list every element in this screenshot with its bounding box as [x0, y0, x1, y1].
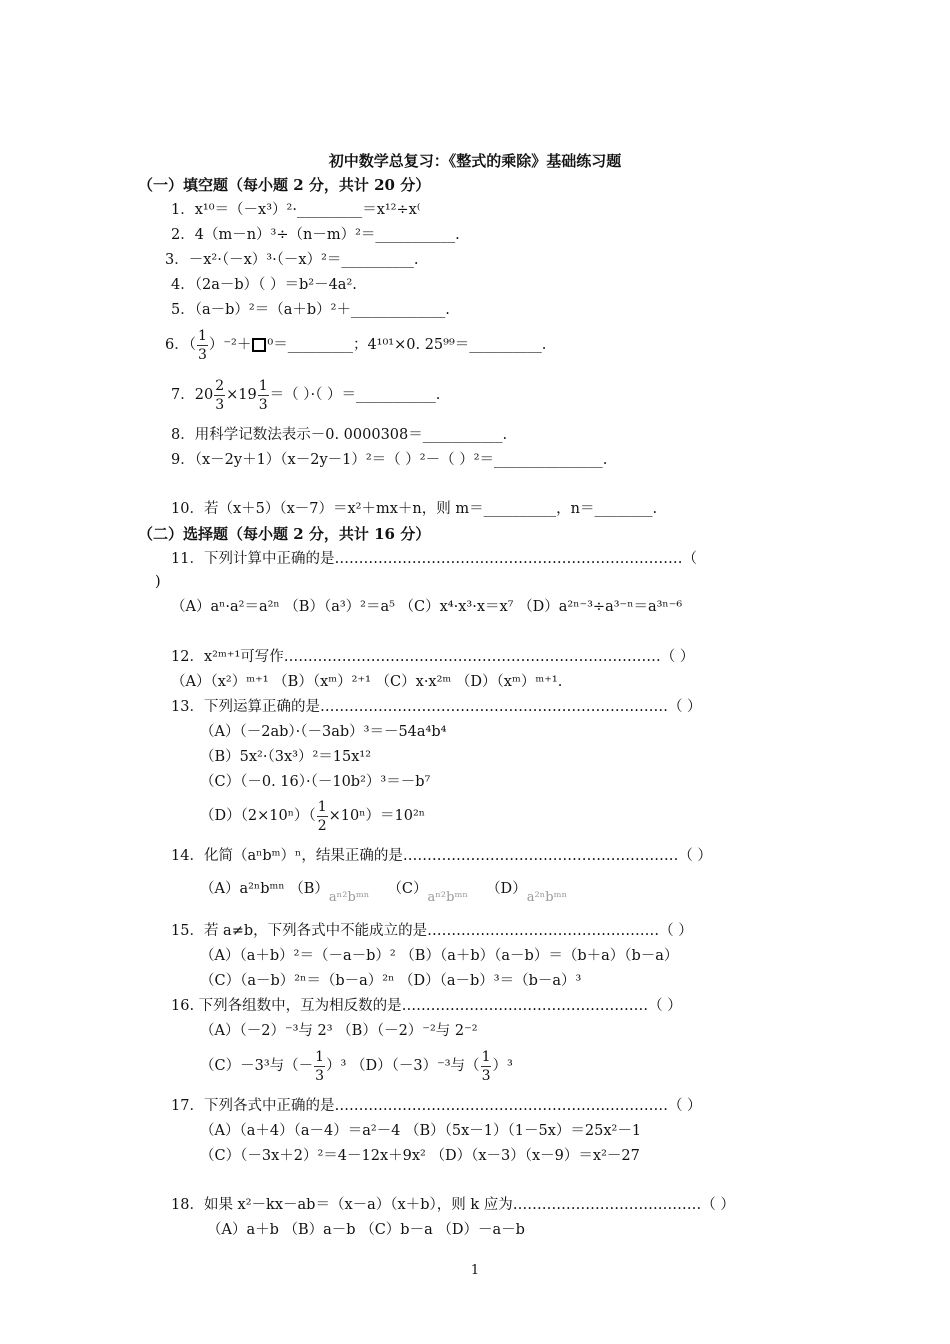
question-13-option-d: （D）（2×10ⁿ）（ $\frac{1}{2}$ ×10ⁿ）＝10²ⁿ	[200, 798, 426, 834]
question-18-options: （A）a＋b （B）a－b （C）b－a （D）－a－b	[207, 1222, 525, 1238]
question-8: 8．用科学记数法表示－0. 0000308＝___________.	[171, 427, 508, 443]
option-d-formula-image: a²ⁿbᵐⁿ	[526, 890, 568, 905]
question-7: 7．20 $\frac{2}{3}$ ×19 $\frac{1}{3}$ ＝（ ）·（ ）＝___________.	[171, 377, 441, 413]
question-18: 18．如果 x²－kx－ab＝（x－a）（x＋b），则 k 应为…………………………………（ ）	[171, 1197, 735, 1213]
fraction-one-third: $\frac{1}{3}$	[197, 327, 207, 363]
question-15-options-ab: （A）（a＋b）²＝（－a－b）² （B）（a＋b）（a－b）＝（b＋a）（b－a）	[200, 948, 679, 964]
question-16: 16. 下列各组数中，互为相反数的是……………………………………………（ ）	[171, 998, 682, 1014]
question-5: 5．（a－b）²＝（a＋b）²＋_____________.	[171, 302, 450, 318]
fraction-one-third: $\frac{1}{3}$	[481, 1048, 491, 1084]
question-13: 13．下列运算正确的是………………………………………………………………（ ）	[171, 699, 702, 715]
option-c-formula-image: aⁿ²bᵐⁿ	[427, 890, 469, 905]
question-16-options-cd: （C）－3³与（－ $\frac{1}{3}$ ）³ （D）（－3）⁻³与（ $\frac{1}{3}$ ）³	[200, 1048, 513, 1084]
question-17-options-cd: （C）（－3x＋2）²＝4－12x＋9x² （D）（x－3）（x－9）＝x²－27	[200, 1148, 640, 1164]
question-6: 6．（ $\frac{1}{3}$ ）⁻²＋ ⁰＝_________；4¹⁰¹×0. 25⁹⁹＝__________.	[165, 327, 547, 363]
question-11-options: （A）aⁿ·a²＝a²ⁿ （B）（a³）²＝a⁵ （C）x⁴·x³·x＝x⁷ （D）a²ⁿ⁻³÷a³⁻ⁿ＝a³ⁿ⁻⁶	[171, 599, 683, 615]
question-16-options-ab: （A）（－2）⁻³与 2³ （B）（－2）⁻²与 2⁻²	[200, 1023, 478, 1039]
question-11-paren: )	[155, 574, 161, 590]
question-17: 17．下列各式中正确的是……………………………………………………………（ ）	[171, 1098, 702, 1114]
question-13-option-b: （B）5x²·（3x³）²＝15x¹²	[200, 749, 372, 765]
section-multiple-choice: （二）选择题（每小题 2 分，共计 16 分）	[138, 525, 431, 543]
square-symbol-icon	[252, 338, 266, 352]
question-14-options: （A）a²ⁿbᵐⁿ （B）aⁿ²bᵐⁿ（C）aⁿ²bᵐⁿ（D）a²ⁿbᵐⁿ	[200, 881, 568, 905]
question-13-option-c: （C）（－0. 16）·（－10b²）³＝－b⁷	[200, 774, 431, 790]
fraction-two-thirds: $\frac{2}{3}$	[215, 377, 225, 413]
question-10: 10．若（x＋5）（x－7）＝x²＋mx＋n，则 m＝__________，n＝________.	[171, 501, 658, 517]
question-15: 15．若 a≠b，下列各式中不能成立的是…………………………………………（ ）	[171, 923, 693, 939]
question-17-options-ab: （A）（a＋4）（a－4）＝a²－4 （B）（5x－1）（1－5x）＝25x²－1	[200, 1123, 642, 1139]
page-number: 1	[470, 1263, 480, 1278]
fraction-one-half: $\frac{1}{2}$	[317, 798, 327, 834]
page-title: 初中数学总复习：《整式的乘除》基础练习题	[328, 152, 622, 170]
question-14: 14．化简（aⁿbᵐ）ⁿ，结果正确的是…………………………………………………（ ）	[171, 848, 712, 864]
question-1: 1．x¹⁰＝（－x³）²·_________＝x¹²÷x⁽	[171, 202, 421, 218]
option-b-formula-image: aⁿ²bᵐⁿ	[328, 890, 370, 905]
fraction-one-third: $\frac{1}{3}$	[258, 377, 268, 413]
question-15-options-cd: （C）（a－b）²ⁿ＝（b－a）²ⁿ （D）（a－b）³＝（b－a）³	[200, 973, 582, 989]
section-fill-in: （一）填空题（每小题 2 分，共计 20 分）	[138, 176, 431, 194]
question-12-options: （A）（x²）ᵐ⁺¹ （B）（xᵐ）²⁺¹ （C）x·x²ᵐ （D）（xᵐ）ᵐ⁺¹.	[171, 674, 563, 690]
question-12: 12．x²ᵐ⁺¹可写作……………………………………………………………………（ ）	[171, 649, 695, 665]
question-2: 2．4（m－n）³÷（n－m）²＝___________.	[171, 227, 460, 243]
fraction-one-third: $\frac{1}{3}$	[315, 1048, 325, 1084]
question-9: 9．（x－2y＋1）（x－2y－1）²＝（ ）²－（ ）²＝_______________.	[171, 452, 608, 468]
question-3: 3．－x²·（－x）³·（－x）²＝__________.	[165, 252, 419, 268]
question-11: 11．下列计算中正确的是………………………………………………………………（	[171, 551, 697, 567]
question-4: 4．（2a－b）（ ）＝b²－4a².	[171, 277, 357, 293]
question-13-option-a: （A）（－2ab）·（－3ab）³＝－54a⁴b⁴	[200, 724, 447, 740]
